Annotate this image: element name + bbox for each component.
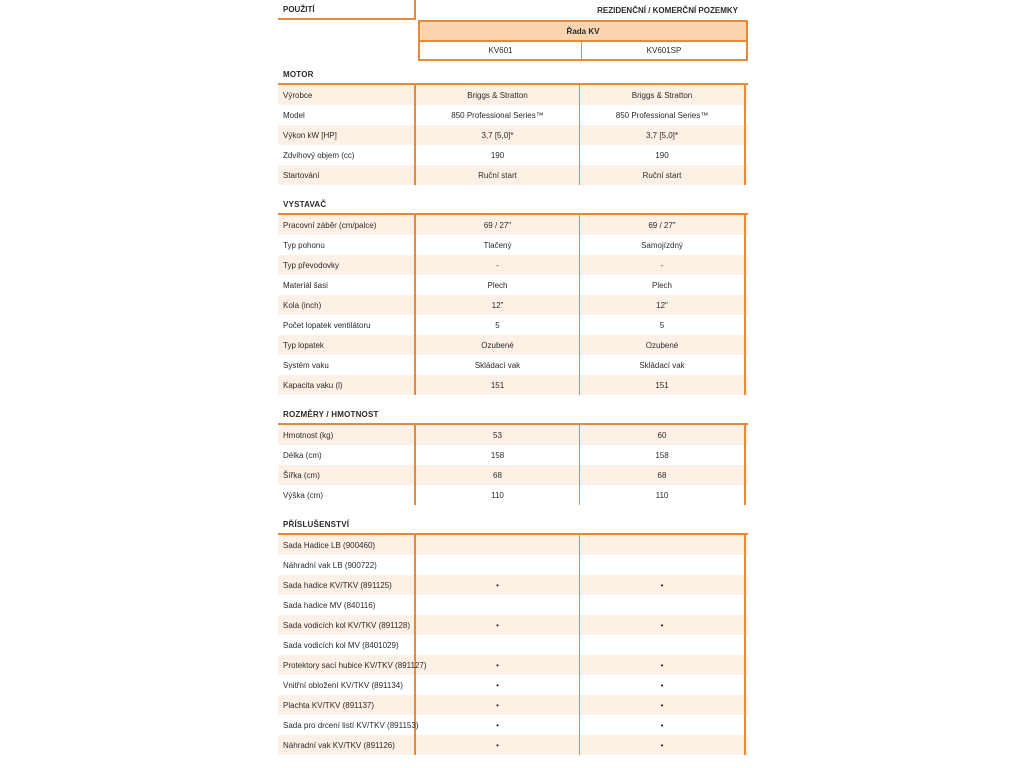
row-label: Zdvihový objem (cc) [278, 145, 416, 165]
cell-value: 69 / 27" [416, 215, 580, 235]
section-title: VYSTAVAČ [283, 200, 327, 209]
spec-sections [278, 61, 748, 761]
cell-value: Ruční start [416, 165, 580, 185]
cell-value: Plech [416, 275, 580, 295]
cell-value: 850 Professional Series™ [416, 105, 580, 125]
row-label: Počet lopatek ventilátoru [278, 315, 416, 335]
table-row [278, 465, 748, 485]
cell-value: Ozubené [580, 335, 746, 355]
cell-value: 158 [416, 445, 580, 465]
model-header-row [278, 42, 748, 61]
cell-value: 60 [580, 425, 746, 445]
row-label: Kapacita vaku (l) [278, 375, 416, 395]
section-table [278, 213, 748, 395]
cell-value: Ruční start [580, 165, 746, 185]
cell-value: 110 [416, 485, 580, 505]
table-row [278, 715, 748, 735]
cell-value: 151 [416, 375, 580, 395]
row-label: Sada Hadice LB (900460) [278, 535, 416, 555]
cell-value [416, 535, 580, 555]
table-row [278, 215, 748, 235]
cell-value: • [416, 715, 580, 735]
cell-value: 3,7 [5,0]* [416, 125, 580, 145]
section-table [278, 83, 748, 185]
cell-value: 110 [580, 485, 746, 505]
section-table [278, 423, 748, 505]
row-label: Systém vaku [278, 355, 416, 375]
cell-value: • [580, 715, 746, 735]
cell-value: Samojízdný [580, 235, 746, 255]
cell-value: - [416, 255, 580, 275]
section-title: ROZMĚRY / HMOTNOST [283, 410, 379, 419]
row-label: Náhradní vak KV/TKV (891126) [278, 735, 416, 755]
cell-value: Ozubené [416, 335, 580, 355]
cell-value: • [416, 615, 580, 635]
cell-value: 69 / 27" [580, 215, 746, 235]
cell-value [416, 555, 580, 575]
row-label: Délka (cm) [278, 445, 416, 465]
table-row [278, 275, 748, 295]
cell-value [580, 535, 746, 555]
section-title: PŘÍSLUŠENSTVÍ [283, 520, 350, 529]
section-title: MOTOR [283, 70, 314, 79]
table-row [278, 315, 748, 335]
table-row [278, 485, 748, 505]
cell-value [580, 635, 746, 655]
cell-value: 190 [416, 145, 580, 165]
cell-value: • [580, 735, 746, 755]
cell-value: 12" [416, 295, 580, 315]
table-row [278, 535, 748, 555]
cell-value: 190 [580, 145, 746, 165]
row-label: Náhradní vak LB (900722) [278, 555, 416, 575]
series-title: Řada KV [418, 20, 748, 42]
row-label: Hmotnost (kg) [278, 425, 416, 445]
spec-table [278, 0, 748, 768]
row-label: Materiál šasi [278, 275, 416, 295]
cell-value: Skládací vak [416, 355, 580, 375]
usage-header-row [278, 0, 748, 20]
cell-value: • [580, 655, 746, 675]
model-name: KV601SP [582, 42, 748, 61]
table-row [278, 655, 748, 675]
table-row [278, 615, 748, 635]
series-header-row [278, 20, 748, 42]
row-label: Typ převodovky [278, 255, 416, 275]
table-row [278, 125, 748, 145]
cell-value: - [580, 255, 746, 275]
table-row [278, 375, 748, 395]
row-label: Sada hadice MV (840116) [278, 595, 416, 615]
cell-value: 850 Professional Series™ [580, 105, 746, 125]
cell-value: 158 [580, 445, 746, 465]
table-row [278, 695, 748, 715]
cell-value: • [580, 615, 746, 635]
cell-value [416, 635, 580, 655]
cell-value: 5 [416, 315, 580, 335]
table-row [278, 425, 748, 445]
cell-value: Plech [580, 275, 746, 295]
row-label: Startování [278, 165, 416, 185]
row-label: Šířka (cm) [278, 465, 416, 485]
table-row [278, 105, 748, 125]
model-name: KV601 [418, 42, 582, 61]
cell-value [416, 595, 580, 615]
cell-value: • [580, 575, 746, 595]
cell-value: • [416, 675, 580, 695]
table-row [278, 735, 748, 755]
table-row [278, 165, 748, 185]
cell-value: • [416, 655, 580, 675]
table-row [278, 355, 748, 375]
cell-value: • [416, 695, 580, 715]
cell-value: 151 [580, 375, 746, 395]
table-row [278, 675, 748, 695]
cell-value: • [580, 675, 746, 695]
cell-value [580, 595, 746, 615]
table-row [278, 85, 748, 105]
cell-value: • [416, 575, 580, 595]
table-row [278, 595, 748, 615]
cell-value: Briggs & Stratton [580, 85, 746, 105]
cell-value: 68 [416, 465, 580, 485]
table-row [278, 145, 748, 165]
cell-value: 53 [416, 425, 580, 445]
row-label: Plachta KV/TKV (891137) [278, 695, 416, 715]
row-label: Sada pro drcení listí KV/TKV (891153) [278, 715, 416, 735]
usage-label: POUŽITÍ [278, 0, 416, 20]
cell-value: • [580, 695, 746, 715]
section-table [278, 533, 748, 755]
table-row [278, 575, 748, 595]
table-row [278, 295, 748, 315]
cell-value: • [416, 735, 580, 755]
row-label: Sada vodicích kol KV/TKV (891128) [278, 615, 416, 635]
cell-value: 68 [580, 465, 746, 485]
row-label: Typ pohonu [278, 235, 416, 255]
cell-value: 3,7 [5,0]* [580, 125, 746, 145]
row-label: Výška (cm) [278, 485, 416, 505]
cell-value: Briggs & Stratton [416, 85, 580, 105]
row-label: Sada vodicích kol MV (8401029) [278, 635, 416, 655]
row-label: Vnitřní obložení KV/TKV (891134) [278, 675, 416, 695]
row-label: Model [278, 105, 416, 125]
table-row [278, 335, 748, 355]
row-label: Výkon kW [HP] [278, 125, 416, 145]
row-label: Pracovní záběr (cm/palce) [278, 215, 416, 235]
cell-value [580, 555, 746, 575]
row-label: Kola (inch) [278, 295, 416, 315]
row-label: Sada hadice KV/TKV (891125) [278, 575, 416, 595]
table-row [278, 635, 748, 655]
usage-value: REZIDENČNÍ / KOMERČNÍ POZEMKY [597, 5, 738, 15]
row-label: Typ lopatek [278, 335, 416, 355]
cell-value: Tlačený [416, 235, 580, 255]
cell-value: Skládací vak [580, 355, 746, 375]
cell-value: 5 [580, 315, 746, 335]
row-label: Protektory sací hubice KV/TKV (891127) [278, 655, 416, 675]
table-row [278, 255, 748, 275]
table-row [278, 235, 748, 255]
cell-value: 12" [580, 295, 746, 315]
table-row [278, 555, 748, 575]
table-row [278, 445, 748, 465]
row-label: Výrobce [278, 85, 416, 105]
